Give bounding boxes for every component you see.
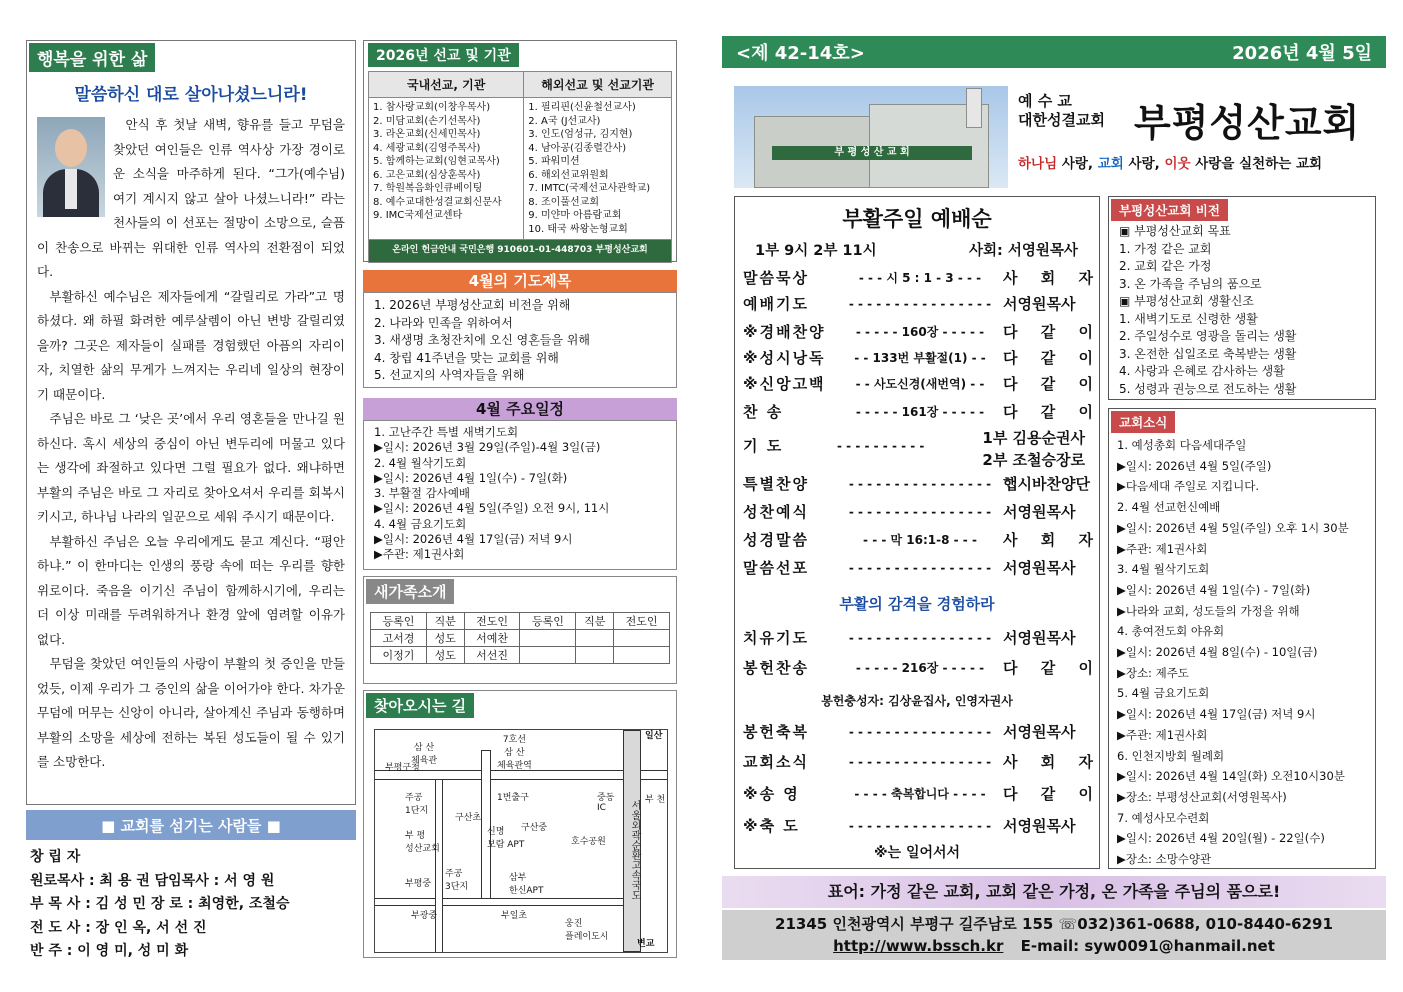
table-header: 등록인 (520, 613, 576, 630)
meditation-paragraph: 부활하신 예수님은 제자들에게 “갈릴리로 가라”고 명하셨다. 왜 하필 화려한 예루살렘이 아닌 변방 갈릴리였을까? 그곳은 제자들이 실패를 경험했던 아픔의 자리이자, 치열한 삶의 무게가 느껴지는 우리네 일상의 현장이기 때문이다. (37, 288, 345, 402)
table-header: 등록인 (371, 613, 427, 630)
schedule-line: ▶일시: 2026년 4월 17일(금) 저녁 9시 (374, 532, 573, 547)
mission-word: 교회 (1097, 156, 1124, 172)
map-label: 호수공원 (571, 837, 606, 847)
table-cell (614, 647, 670, 664)
vision-line: 1. 가정 같은 교회 (1119, 241, 1212, 256)
mission-item: 6. 고은교회(심상훈목사) (373, 169, 481, 181)
prayer-item: 3. 새생명 초청잔치에 오신 영혼들을 위해 (374, 333, 590, 347)
map-label: 주공 3단지 (445, 869, 469, 892)
order-label: 치유기도 (743, 629, 809, 647)
order-detail: - - - - - - - - - - - - - - - - (848, 296, 992, 311)
church-photo (734, 86, 1008, 188)
mission-item: 7. IMTC(국제선교사관학교) (528, 183, 651, 194)
news-line: 5. 4월 금요기도회 (1117, 686, 1210, 701)
news-line: ▶장소: 제주도 (1117, 665, 1189, 680)
map-label: 부평구청 (385, 763, 420, 773)
prayer-item: 1. 2026년 부평성산교회 비전을 위해 (374, 298, 571, 312)
news-line: 4. 총여전도회 야유회 (1117, 624, 1225, 639)
table-cell (576, 647, 614, 664)
prayer-item: 2. 나라와 민족을 위하여서 (374, 315, 513, 330)
prayer-item: 4. 창립 41주년을 맞는 교회를 위해 (374, 350, 559, 365)
order-row (743, 557, 1093, 578)
map-label: 변교 (637, 939, 655, 949)
directions-tag: 찾아오시는 길 (366, 693, 474, 718)
order-person: 다 같 이 (1003, 403, 1093, 421)
church-tower (966, 88, 982, 128)
vision-line: 1. 새벽기도로 신령한 생활 (1119, 311, 1258, 326)
news-line: 1. 예성총회 다음세대주일 (1117, 438, 1247, 452)
mission-item: 8. 조이풀선교회 (528, 196, 599, 208)
order-label: ※송 영 (743, 785, 800, 803)
order-person: 서영원목사 (1003, 817, 1076, 835)
vision-panel (1108, 196, 1376, 400)
order-person: 사 회 자 (1003, 269, 1093, 287)
vision-line: 2. 주일성수로 영광을 돌리는 생활 (1119, 329, 1297, 343)
table-cell: 고서경 (371, 630, 427, 647)
table-header: 전도인 (614, 613, 670, 630)
order-person: 서영원목사 (1003, 559, 1076, 577)
vision-line: 2. 교회 같은 가정 (1119, 259, 1212, 273)
issue-date: 2026년 4월 5일 (1232, 43, 1372, 64)
mission-item: 2. A국 (J선교사) (528, 115, 601, 127)
order-person: 서영원목사 (1003, 629, 1076, 647)
map-label: 중동 IC (597, 793, 615, 813)
mission-item: 6. 해외선교위원회 (528, 169, 609, 181)
map-label: 일산 (645, 731, 663, 741)
church-address: 21345 인천광역시 부평구 길주남로 155 ☏032)361-0688, 010-8440-6291 (775, 915, 1333, 933)
worship-order (734, 196, 1100, 869)
mission-word: 사랑을 실천하는 교회 (1190, 156, 1323, 172)
order-label: 찬 송 (743, 403, 784, 421)
mission-item: 4. 남아공(김종렬간사) (528, 142, 627, 154)
table-row (371, 647, 670, 664)
table-cell: 서예찬 (464, 630, 520, 647)
order-row (743, 627, 1093, 648)
schedule-line: ▶주관: 제1권사회 (374, 547, 465, 562)
directions-panel (363, 690, 677, 958)
news-line: ▶다음세대 주일로 지킵니다. (1117, 479, 1260, 494)
order-label: 특별찬양 (743, 475, 809, 493)
order-detail: - - - 시 5 : 1 - 3 - - - (858, 271, 982, 285)
order-detail: - - - 막 16:1-8 - - - (863, 533, 977, 547)
staff-line: 전 도 사 : 장 인 옥, 서 선 진 (30, 919, 207, 936)
mission-item: 9. 미얀마 아름람교회 (528, 210, 622, 221)
order-person: 다 같 이 (1003, 785, 1093, 803)
order-title: 부활주일 예배순 (842, 207, 992, 231)
order-label: 성경말씀 (743, 531, 809, 549)
vision-line: 3. 온전한 십일조로 축복받는 생활 (1119, 346, 1297, 361)
map-label: 서울외곽순환고속국도 (629, 800, 640, 900)
denomination: 예 수 교 (1018, 92, 1072, 110)
map-label: 부일초 (501, 911, 528, 921)
order-detail: - - - - - 160장 - - - - - (855, 325, 985, 339)
order-detail: - - 사도신경(새번역) - - (855, 377, 985, 391)
schedule-line: 3. 부활절 감사예배 (374, 486, 471, 501)
news-line: 6. 인천지방회 월례회 (1117, 748, 1225, 763)
news-line: 3. 4월 월삭기도회 (1117, 562, 1210, 577)
order-label: 기 도 (743, 437, 784, 455)
road (435, 780, 443, 952)
sermon-title: 부활의 감격을 경험하라 (839, 595, 995, 613)
order-detail: - - - - - - - - - - - - - - - - (848, 724, 992, 739)
order-person: 다 같 이 (1003, 375, 1093, 393)
order-person: 서영원목사 (1003, 723, 1076, 741)
new-family-tag: 새가족소개 (366, 579, 454, 604)
order-detail: - - - - - - - - - - - - - - - - (848, 560, 992, 575)
mission-word: 이웃 (1164, 156, 1191, 172)
mission-word: 사랑, (1057, 156, 1098, 172)
order-person: 사 회 자 (1003, 531, 1093, 549)
order-detail: - - - - - - - - - - - - - - - - (848, 754, 992, 769)
mission-item: 5. 함께하는교회(임현교목사) (373, 156, 500, 167)
vision-list (1109, 223, 1375, 398)
table-cell (520, 647, 576, 664)
issue-number: <제 42-14호> (736, 43, 865, 64)
map-label: 7호선 삼 산 체육관역 (497, 735, 532, 771)
prayer-title: 4월의 기도제목 (363, 270, 677, 292)
staff-list (30, 846, 360, 964)
church-mission (1018, 152, 1322, 172)
table-header: 직분 (576, 613, 614, 630)
vision-line: 4. 사랑과 은혜로 감사하는 생활 (1119, 364, 1285, 378)
mission-item: 8. 예수교대한성결교회신문사 (373, 196, 502, 208)
meditation-body (27, 113, 355, 775)
news-line: 2. 4월 선교헌신예배 (1117, 500, 1221, 515)
news-line: ▶일시: 2026년 4월 5일(주일) 오후 1시 30분 (1117, 520, 1349, 535)
mission-item: 10. 태국 싸왕논형교회 (528, 223, 628, 235)
meditation-paragraph: 주님은 바로 그 ‘낮은 곳’에서 우리 영혼들을 만나길 원하신다. 혹시 세상의 중심이 아닌 변두리에 머물고 있다는 생각에 좌절하고 있다면 그럴 필요가 없다. 왜냐하면 부활의 주님은 바로 그 자리로 찾아오셔서 우리를 회복시키시고, 하나님 나라의 일꾼으로 세워 주시기 때문이다. (37, 411, 345, 524)
overseas-head: 해외선교 및 선교기관 (524, 72, 672, 98)
order-person: 사 회 자 (1003, 753, 1093, 771)
directions-map (374, 729, 668, 953)
domestic-list (369, 98, 524, 240)
news-line: ▶일시: 2026년 4월 8일(수) - 10일(금) (1117, 645, 1318, 660)
mission-word: 사랑, (1123, 156, 1165, 172)
mission-item: 5. 파워미션 (528, 156, 580, 167)
map-label: 구산중 (521, 823, 548, 833)
servants-title: ■ 교회를 섬기는 사람들 ■ (26, 810, 356, 840)
website-link[interactable]: http://www.bssch.kr (833, 937, 1004, 955)
church-sign: 부 평 성 산 교 회 (772, 146, 972, 160)
order-detail: - - - - - - - - - - - - - - - - (848, 504, 992, 519)
vision-line: 5. 성령과 권능으로 전도하는 생활 (1119, 381, 1297, 396)
order-detail: - - - - 축복합니다 - - - - (854, 787, 986, 801)
order-row (743, 721, 1093, 742)
order-row (743, 751, 1093, 772)
schedule-list (363, 420, 677, 570)
staff-line: 원로목사 : 최 용 권 담임목사 : 서 영 원 (30, 872, 275, 889)
news-line: ▶주관: 제1권사회 (1117, 727, 1208, 742)
order-row (743, 815, 1093, 836)
meditation-paragraph: 안식 후 첫날 새벽, 향유를 들고 무덤을 찾았던 여인들은 인류 역사상 가장 경이로운 소식을 마주하게 된다. “그가(예수님) 여기 계시지 않고 살아 나셨느니라!” 라는 천사들의 이 선포는 절망이 소망으로, 슬픔이 찬송으로 바뀌는 위대한 인류 역사의 전환점이 되었다. (37, 117, 345, 279)
meditation-paragraph: 무덤을 찾았던 여인들의 사랑이 부활의 첫 증인을 만들었듯, 이제 우리가 그 증인의 삶을 이어가야 한다. 차가운 무덤에 머무는 신앙이 아니라, 살아계신 주님과 동행하며 부활의 소망을 세상에 전하는 복된 성도들이 될 수 있기를 소망한다. (37, 656, 345, 769)
order-row (743, 267, 1093, 288)
table-cell (614, 630, 670, 647)
mission-item: 9. IMC국제선교센타 (373, 210, 463, 221)
news-line: ▶일시: 2026년 4월 1일(수) - 7일(화) (1117, 582, 1311, 597)
map-label: 부평중 (405, 879, 432, 889)
mission-panel (363, 40, 677, 262)
pastor-photo (37, 117, 105, 217)
map-label: 부 천 (645, 795, 666, 805)
map-label: 삼부 한신APT (509, 873, 544, 896)
meditation-panel (26, 40, 356, 805)
order-label: 말씀선포 (743, 559, 809, 577)
news-line: ▶일시: 2026년 4월 5일(주일) (1117, 458, 1272, 473)
order-detail: - - - - - - - - - - - - - - - - (848, 818, 992, 833)
order-row (743, 373, 1093, 394)
order-person: 다 같 이 (1003, 349, 1093, 367)
order-row (743, 401, 1093, 422)
schedule-line: 4. 4월 금요기도회 (374, 516, 467, 531)
meditation-headline: 말씀하신 대로 살아나셨느니라! (74, 85, 308, 105)
prayer-item: 5. 선교지의 사역자들을 위해 (374, 368, 525, 382)
road (375, 898, 625, 906)
news-line: ▶장소: 부평성산교회(서영원목사) (1117, 789, 1287, 804)
order-detail: - - - - - - - - - - - - - - - - (848, 476, 992, 491)
news-line: ▶나라와 교회, 성도들의 가정을 위해 (1117, 603, 1300, 618)
schedule-line: ▶일시: 2026년 4월 1일(수) - 7일(화) (374, 470, 568, 485)
new-family-table (370, 612, 670, 664)
map-label: 웅진 플레이도시 (565, 919, 609, 942)
order-row (743, 501, 1093, 522)
map-label: 부 평 성산교회 (405, 831, 440, 854)
email-text: E-mail: syw0091@hanmail.net (1020, 937, 1275, 955)
news-tag: 교회소식 (1111, 411, 1175, 433)
order-row (743, 473, 1093, 494)
map-label: 삼 산 체육관 (411, 743, 438, 766)
table-header: 직분 (426, 613, 464, 630)
order-row (743, 657, 1093, 678)
order-row (743, 293, 1093, 314)
order-label: 말씀묵상 (743, 269, 809, 287)
schedule-line: 2. 4월 월삭기도회 (374, 455, 467, 470)
table-cell: 성도 (426, 630, 464, 647)
map-label: 주공 1단지 (405, 793, 429, 816)
mission-word: 하나님 (1018, 156, 1058, 172)
issue-bar (722, 36, 1386, 68)
order-detail: - - - - - 161장 - - - - - (855, 405, 985, 419)
stand-note: ※는 일어서서 (873, 845, 961, 861)
news-line: ▶주관: 제1권사회 (1117, 541, 1208, 556)
staff-line: 창 립 자 (30, 849, 81, 865)
table-cell (576, 630, 614, 647)
order-row (743, 529, 1093, 550)
news-line: ▶장소: 소망수양관 (1117, 852, 1212, 867)
new-family-panel (363, 576, 677, 684)
overseas-list (524, 98, 672, 240)
order-detail: - - - - - - - - - - (837, 438, 925, 453)
meditation-paragraph: 부활하신 주님은 오늘 우리에게도 묻고 계신다. “평안하냐.” 이 한마디는 인생의 풍랑 속에 떠는 우리를 향한 위로이다. 죽음을 이기신 주님이 함께하시기에, 우리는 더 이상 미래를 두려워하거나 환경 앞에 염려할 이유가 없다. (37, 533, 345, 647)
mission-item: 3. 인도(엄성규, 김지현) (528, 129, 633, 140)
staff-line: 반 주 : 이 영 미, 성 미 화 (30, 943, 189, 959)
order-person: 다 같 이 (1003, 659, 1093, 677)
church-title (1018, 92, 1105, 130)
mission-table (368, 71, 672, 263)
order-person: 서영원목사 (1003, 503, 1076, 521)
order-row (743, 783, 1093, 804)
order-person: 햅시바찬양단 (1003, 475, 1090, 493)
table-cell: 서선진 (464, 647, 520, 664)
schedule-line: ▶일시: 2026년 3월 29일(주일)-4월 3일(금) (374, 440, 601, 455)
order-detail: - - - - - 216장 - - - - - (855, 661, 985, 675)
order-person: 서영원목사 (1003, 295, 1076, 313)
contact-line (722, 935, 1386, 957)
domestic-head: 국내선교, 기관 (369, 72, 524, 98)
table-cell: 이정기 (371, 647, 427, 664)
mission-item: 1. 필리핀(신윤철선교사) (528, 102, 636, 113)
mission-item: 3. 라온교회(신세민목사) (373, 129, 481, 140)
order-detail: - - 133번 부활절(1) - - (854, 351, 986, 365)
vision-line: 3. 온 가족을 주님의 품으로 (1119, 276, 1262, 291)
order-label: ※성시낭독 (743, 349, 826, 367)
map-label: 1번출구 (497, 793, 529, 803)
order-label: 교회소식 (743, 753, 809, 771)
prayer-leader: 1부 김용순권사 (982, 429, 1085, 447)
news-line: 7. 예성사모수련회 (1117, 810, 1210, 825)
service-leader: 사회: 서영원목사 (969, 243, 1078, 259)
order-person: 다 같 이 (1003, 323, 1093, 341)
staff-line: 부 목 사 : 김 성 민 장 로 : 최영한, 조철승 (30, 896, 290, 912)
news-line: ▶일시: 2026년 4월 20일(월) - 22일(수) (1117, 831, 1325, 846)
bank-info: 온라인 헌금안내 국민은행 910601-01-448703 부평성산교회 (369, 240, 672, 263)
prayer-list (363, 292, 677, 388)
vision-line: ▣ 부평성산교회 목표 (1119, 224, 1231, 238)
prayer-leader: 2부 조철승장로 (982, 451, 1085, 469)
order-label: ※신앙고백 (743, 375, 826, 393)
table-row (371, 630, 670, 647)
address-bar (722, 910, 1386, 960)
map-label: 신명 보람 APT (487, 827, 525, 850)
map-label: 구산초 (455, 813, 482, 823)
mission-item: 7. 학원복음화인큐베이팅 (373, 183, 483, 194)
table-cell (520, 630, 576, 647)
order-label: 성찬예식 (743, 503, 809, 521)
schedule-line: ▶일시: 2026년 4월 5일(주일) 오전 9시, 11시 (374, 501, 610, 516)
order-label: 봉헌축복 (743, 723, 809, 741)
news-list (1109, 435, 1375, 870)
map-label: 부광중 (411, 911, 438, 921)
schedule-title: 4월 주요일정 (363, 398, 677, 420)
order-label: ※경배찬양 (743, 323, 826, 341)
news-line: ▶일시: 2026년 4월 14일(화) 오전10시30분 (1117, 769, 1345, 784)
mission-item: 1. 참사랑교회(이창우목사) (373, 102, 491, 113)
news-panel (1108, 408, 1376, 869)
order-row (743, 321, 1093, 342)
denomination: 대한성결교회 (1018, 111, 1105, 129)
church-name: 부평성산교회 (1134, 101, 1361, 145)
prayer-leaders (961, 427, 1085, 471)
offering-singers: 봉헌충성자: 김상윤집사, 인영자권사 (821, 694, 1013, 708)
vision-tag: 부평성산교회 비전 (1111, 199, 1228, 221)
schedule-line: 1. 고난주간 특별 새벽기도회 (374, 425, 519, 439)
order-label: 봉헌찬송 (743, 659, 809, 677)
order-label: 예배기도 (743, 295, 809, 313)
table-cell: 성도 (426, 647, 464, 664)
mission-tag: 2026년 선교 및 기관 (368, 43, 519, 67)
mission-item: 2. 미담교회(손기선목사) (373, 115, 481, 127)
order-detail: - - - - - - - - - - - - - - - - (848, 630, 992, 645)
vision-line: ▣ 부평성산교회 생활신조 (1119, 294, 1254, 308)
slogan-bar: 표어: 가정 같은 교회, 교회 같은 가정, 온 가족을 주님의 품으로! (722, 876, 1386, 908)
order-label: ※축 도 (743, 817, 800, 835)
order-row (743, 347, 1093, 368)
service-times: 1부 9시 2부 11시 (755, 243, 877, 259)
meditation-tag: 행복을 위한 삶 (29, 43, 155, 72)
news-line: ▶일시: 2026년 4월 17일(금) 저녁 9시 (1117, 707, 1316, 722)
mission-item: 4. 세광교회(김영주목사) (373, 142, 481, 154)
table-header: 전도인 (464, 613, 520, 630)
